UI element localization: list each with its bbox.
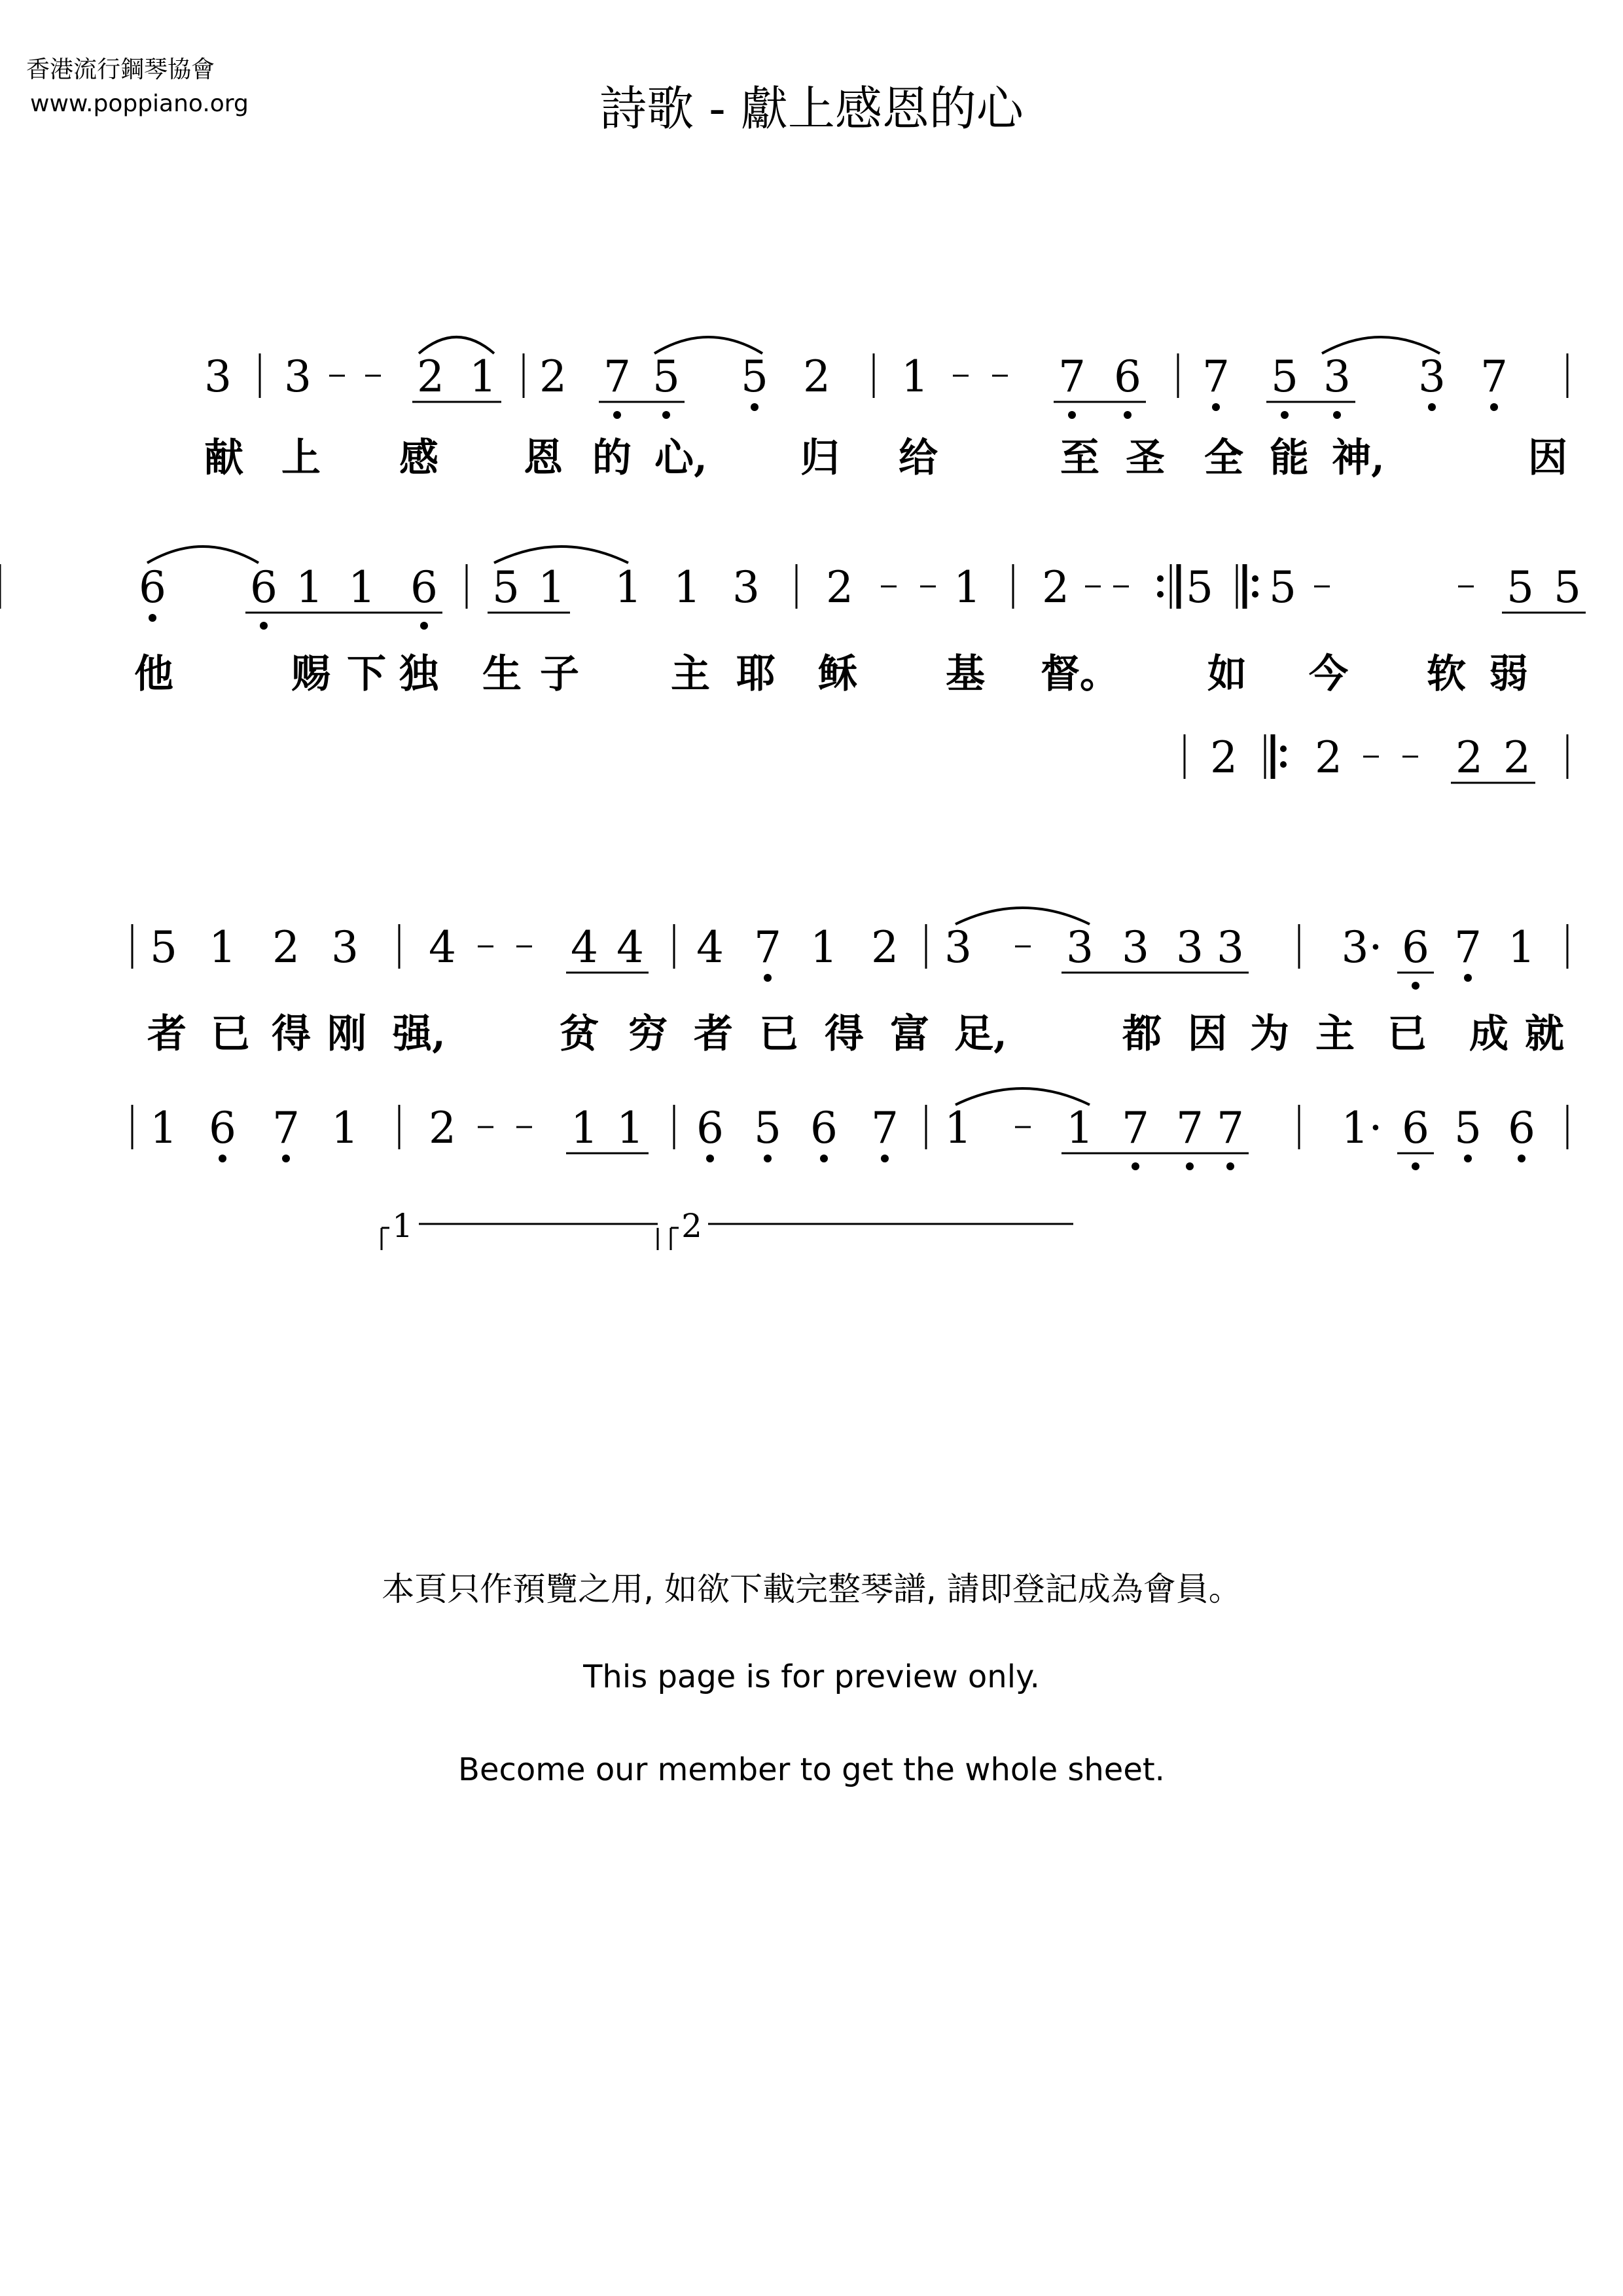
line4-note: 7 [871, 1103, 899, 1153]
lyrics1-syllable: 神, [1332, 435, 1385, 481]
line1-low-octave-dot [1124, 411, 1132, 419]
line4-note: 6 [209, 1103, 236, 1153]
line3-note: 3 [331, 922, 359, 973]
line3-note: 6 [1402, 922, 1429, 973]
line1-note: 6 [1114, 351, 1141, 402]
lyrics1-syllable: 圣 [1126, 435, 1165, 481]
line2-note: 1 [296, 562, 323, 613]
lyrics3-syllable: 已 [759, 1011, 798, 1057]
lyrics3-syllable: 刚 [327, 1011, 366, 1057]
lyrics3-syllable: 贫 [560, 1011, 599, 1057]
line2-note: 6 [410, 562, 438, 613]
lyrics3-syllable: 都 [1122, 1011, 1162, 1057]
lyrics2-syllable: 子 [540, 651, 579, 697]
lyrics3-syllable: 者 [694, 1011, 733, 1057]
line4-note: 6 [810, 1103, 838, 1153]
line1-note: 2 [417, 351, 444, 402]
line1-note: 3 [204, 351, 232, 402]
lyrics3-syllable: 富 [890, 1011, 929, 1057]
lyrics1-syllable: 能 [1270, 435, 1309, 481]
line4-note: 1 [944, 1103, 972, 1153]
lyrics3-syllable: 主 [1315, 1011, 1355, 1057]
line4-note: 6 [1508, 1103, 1535, 1153]
line4-note: 7 [272, 1103, 300, 1153]
line2-repeat-dot [1252, 591, 1258, 598]
line1-note: 5 [1271, 351, 1298, 402]
line4-note: 1· [1341, 1103, 1383, 1153]
line2-note: 6 [139, 562, 166, 613]
line2b-note: 2 [1210, 732, 1238, 783]
line3-low-octave-dot [1412, 982, 1419, 990]
line3-note: 3 [1122, 922, 1149, 973]
line4-low-octave-dot [282, 1155, 290, 1162]
line3-note: 3 [1176, 922, 1204, 973]
lyrics2-syllable: 下 [347, 651, 386, 697]
line3-low-octave-dot [1464, 974, 1472, 982]
lyrics2-syllable: 生 [482, 651, 522, 697]
line2-note: 5 [1186, 562, 1213, 613]
line1-note: 3 [1418, 351, 1446, 402]
song-title: 詩歌 - 獻上感恩的心 [599, 81, 1024, 136]
lyrics3-syllable: 强, [393, 1011, 446, 1057]
lyrics1-syllable: 归 [800, 435, 840, 481]
line4-note: 1 [1066, 1103, 1094, 1153]
line1-note: 7 [1480, 351, 1508, 402]
line3-note: 1 [209, 922, 236, 973]
line1-note: 7 [1202, 351, 1230, 402]
lyrics1-syllable: 因 [1528, 435, 1567, 481]
line3-note: 2 [272, 922, 300, 973]
line1-note: 7 [1058, 351, 1086, 402]
line1-note: 1 [901, 351, 929, 402]
line4-low-octave-dot [1518, 1155, 1525, 1162]
line2b-repeat-dot [1280, 745, 1287, 752]
line3-low-octave-dot [764, 974, 772, 982]
slur [494, 547, 628, 563]
line2-note: 5 [1554, 562, 1581, 613]
line1-low-octave-dot [1333, 411, 1341, 419]
line4-note: 1 [331, 1103, 359, 1153]
line1-note: 2 [539, 351, 567, 402]
lyrics2-syllable: 基 [946, 651, 985, 697]
line4-note: 6 [1402, 1103, 1429, 1153]
line1-low-octave-dot [1068, 411, 1076, 419]
lyrics3-syllable: 得 [825, 1011, 864, 1057]
lyrics3-syllable: 穷 [628, 1011, 668, 1057]
line3-note: 4 [429, 922, 456, 973]
line1-low-octave-dot [1212, 403, 1220, 411]
line2-note: 5 [492, 562, 520, 613]
volta-2-label: 2 [681, 1207, 702, 1245]
line1-low-octave-dot [1490, 403, 1498, 411]
line1-low-octave-dot [662, 411, 670, 419]
line1-low-octave-dot [751, 403, 758, 411]
line4-note: 5 [754, 1103, 781, 1153]
line4-low-octave-dot [1186, 1162, 1194, 1170]
line1-low-octave-dot [613, 411, 621, 419]
line2-repeat-dot [1252, 575, 1258, 582]
line4-note: 1 [150, 1103, 177, 1153]
line4-low-octave-dot [1464, 1155, 1472, 1162]
line3-note: 4 [696, 922, 724, 973]
line4-low-octave-dot [1412, 1162, 1419, 1170]
line1-note: 3 [284, 351, 312, 402]
preview-notice-chinese: 本頁只作預覽之用, 如欲下載完整琴譜, 請即登記成為會員。 [382, 1570, 1241, 1608]
slur [147, 547, 259, 563]
organization-name: 香港流行鋼琴協會 [26, 56, 215, 83]
line2-note: 2 [1042, 562, 1069, 613]
line2-note: 1 [538, 562, 565, 613]
lyrics3-syllable: 已 [211, 1011, 250, 1057]
lyrics2-syllable: 独 [399, 651, 438, 697]
line2-note: 5 [1269, 562, 1296, 613]
lyrics3-syllable: 足, [954, 1011, 1007, 1057]
lyrics1-syllable: 的 [592, 435, 632, 481]
organization-url[interactable]: www.poppiano.org [30, 90, 249, 117]
lyrics1-syllable: 心, [654, 435, 707, 481]
lyrics3-syllable: 者 [147, 1011, 187, 1057]
line1-note: 5 [741, 351, 768, 402]
lyrics3-syllable: 得 [272, 1011, 311, 1057]
lyrics2-syllable: 他 [134, 651, 173, 697]
line3-note: 3 [1066, 922, 1094, 973]
line2-note: 3 [732, 562, 760, 613]
line2-note: 2 [826, 562, 853, 613]
lyrics2-syllable: 弱 [1489, 651, 1528, 697]
line3-note: 7 [1454, 922, 1482, 973]
line3-note: 2 [871, 922, 899, 973]
line1-low-octave-dot [1281, 411, 1289, 419]
line2-note: 1 [954, 562, 981, 613]
line1-note: 2 [803, 351, 830, 402]
lyrics3-syllable: 就 [1525, 1011, 1564, 1057]
lyrics2-syllable: 赐 [291, 651, 330, 697]
line4-low-octave-dot [219, 1155, 226, 1162]
line2-repeat-dot [1157, 591, 1164, 598]
lyrics2-syllable: 软 [1427, 651, 1466, 697]
line4-low-octave-dot [820, 1155, 828, 1162]
line4-low-octave-dot [1132, 1162, 1139, 1170]
line2-low-octave-dot [149, 614, 156, 622]
line3-note: 4 [571, 922, 598, 973]
line4-low-octave-dot [764, 1155, 772, 1162]
line2-note: 5 [1507, 562, 1534, 613]
lyrics1-syllable: 感 [399, 435, 438, 481]
lyrics2-syllable: 如 [1207, 651, 1247, 697]
line3-note: 3 [1217, 922, 1244, 973]
line4-note: 7 [1217, 1103, 1244, 1153]
line4-note: 5 [1454, 1103, 1482, 1153]
line2-note: 1 [673, 562, 701, 613]
lyrics1-syllable: 给 [899, 435, 938, 481]
line1-note: 7 [603, 351, 631, 402]
line1-note: 1 [469, 351, 497, 402]
preview-notice-english-line1: This page is for preview only. [583, 1659, 1040, 1695]
lyrics2-syllable: 耶 [736, 651, 776, 697]
line4-low-octave-dot [1226, 1162, 1234, 1170]
line2-low-octave-dot [420, 622, 428, 630]
line2b-note: 2 [1455, 732, 1483, 783]
lyrics2-syllable: 督。 [1041, 651, 1119, 697]
lyrics2-syllable: 主 [671, 651, 710, 697]
volta-1-label: 1 [392, 1207, 413, 1245]
line1-note: 5 [652, 351, 680, 402]
lyrics1-syllable: 恩 [524, 435, 563, 481]
line1-low-octave-dot [1428, 403, 1436, 411]
line2-repeat-dot [1157, 575, 1164, 582]
lyrics3-syllable: 已 [1387, 1011, 1427, 1057]
lyrics1-syllable: 至 [1060, 435, 1099, 481]
line4-low-octave-dot [881, 1155, 889, 1162]
line3-note: 4 [616, 922, 644, 973]
line1-note: 3 [1323, 351, 1351, 402]
line3-note: 3· [1341, 922, 1383, 973]
lyrics1-syllable: 上 [281, 435, 321, 481]
lyrics2-syllable: 稣 [818, 651, 857, 697]
line4-note: 7 [1122, 1103, 1149, 1153]
preview-notice-english-line2: Become our member to get the whole sheet. [458, 1751, 1165, 1788]
line3-note: 1 [1508, 922, 1535, 973]
line2b-repeat-dot [1280, 761, 1287, 768]
line3-note: 5 [150, 922, 177, 973]
line3-note: 7 [754, 922, 781, 973]
lyrics3-syllable: 为 [1250, 1011, 1289, 1057]
line4-note: 2 [429, 1103, 456, 1153]
line2-note: 1 [615, 562, 642, 613]
line2-note: 1 [348, 562, 376, 613]
line4-note: 1 [571, 1103, 598, 1153]
line3-note: 3 [944, 922, 972, 973]
line2b-note: 2 [1315, 732, 1342, 783]
line2-note: 6 [250, 562, 277, 613]
line4-low-octave-dot [706, 1155, 714, 1162]
line4-note: 6 [696, 1103, 724, 1153]
line3-note: 1 [810, 922, 838, 973]
line2-low-octave-dot [260, 622, 268, 630]
lyrics3-syllable: 因 [1188, 1011, 1227, 1057]
lyrics3-syllable: 成 [1469, 1011, 1508, 1057]
line4-note: 7 [1176, 1103, 1204, 1153]
line4-note: 1 [616, 1103, 644, 1153]
lyrics1-syllable: 全 [1204, 435, 1243, 481]
line2b-note: 2 [1503, 732, 1531, 783]
lyrics2-syllable: 今 [1309, 651, 1348, 697]
lyrics1-syllable: 献 [204, 435, 243, 481]
